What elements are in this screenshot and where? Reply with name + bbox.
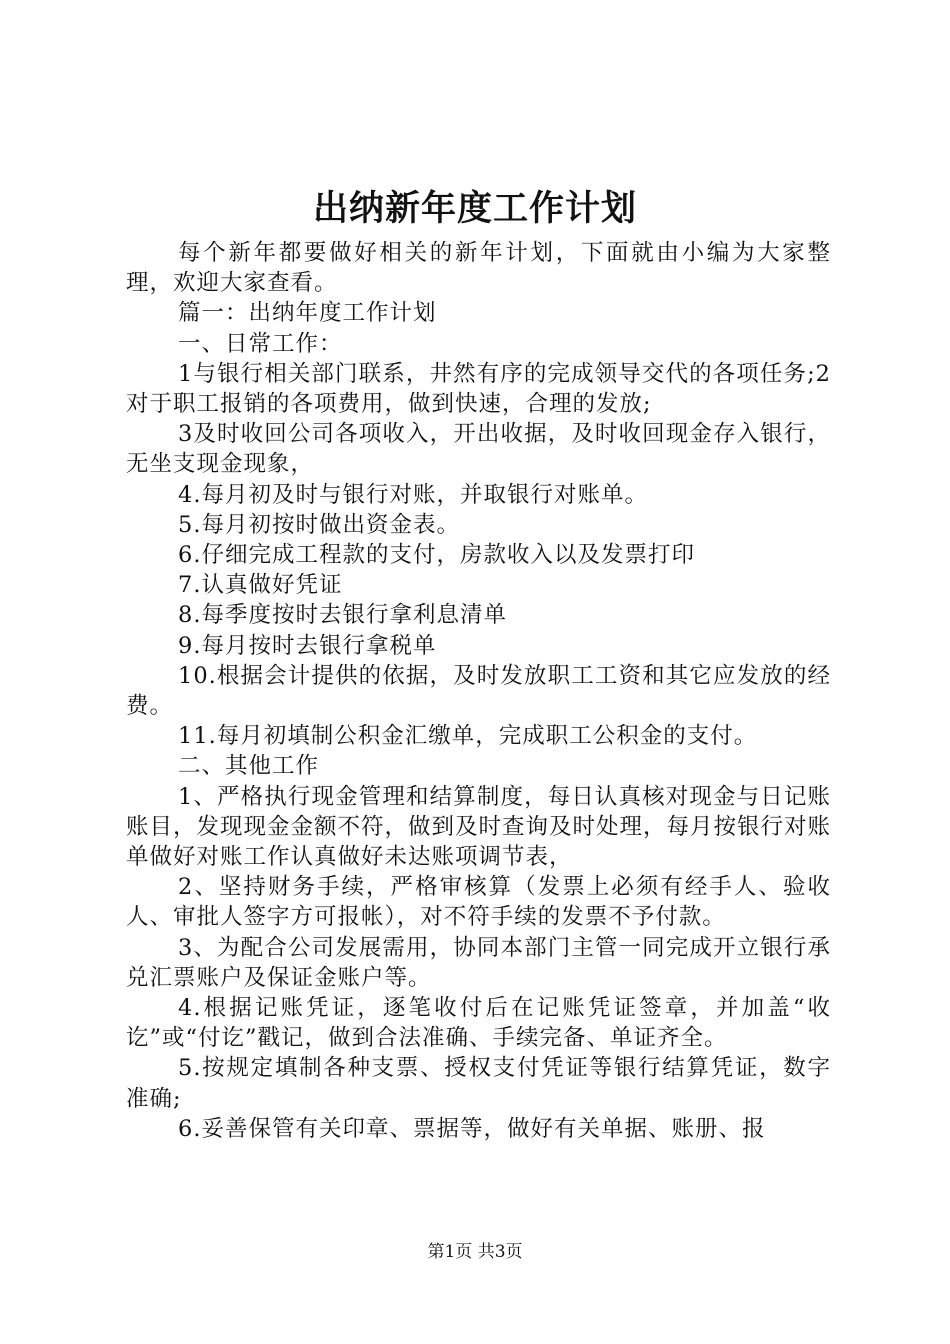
paragraph-item: 2、坚持财务手续，严格审核算（发票上必须有经手人、验收人、审批人签字方可报帐），对不符手续的发票不予付款。 [126,874,831,931]
paragraph-other-work-heading: 二、其他工作 [178,753,320,780]
paragraph-daily-work-heading: 一、日常工作： [178,330,343,357]
paragraph-item: 5.每月初按时做出资金表。 [178,511,460,538]
paragraph-item: 3、为配合公司发展需用，协同本部门主管一同完成开立银行承兑汇票账户及保证金账户等。 [126,934,831,991]
paragraph-item: 10.根据会计提供的依据，及时发放职工工资和其它应发放的经费。 [126,662,831,720]
paragraph-item: 1、严格执行现金管理和结算制度，每日认真核对现金与日记账账目，发现现金金额不符，做到及时查询及时处理，每月按银行对账单做好对账工作认真做好未达账项调节表， [126,783,832,871]
paragraph-item: 11.每月初填制公积金汇缴单，完成职工公积金的支付。 [178,723,758,750]
page-footer: 第1页 共3页 [427,1242,523,1262]
paragraph-intro: 每个新年都要做好相关的新年计划，下面就由小编为大家整理，欢迎大家查看。 [126,240,831,297]
paragraph-item: 5.按规定填制各种支票、授权支付凭证等银行结算凭证，数字准确; [126,1055,831,1112]
paragraph-item: 4.每月初及时与银行对账，并取银行对账单。 [178,481,648,508]
document-body [126,238,831,1144]
document-title: 出纳新年度工作计划 [312,188,637,229]
paragraph-item: 7.认真做好凭证 [178,572,343,599]
paragraph-item: 6.妥善保管有关印章、票据等，做好有关单据、账册、报 [178,1115,766,1142]
paragraph-item: 1与银行相关部门联系，井然有序的完成领导交代的各项任务;2对于职工报销的各项费用，做到快速，合理的发放; [126,360,831,418]
paragraph-section-heading: 篇一：出纳年度工作计划 [178,300,437,327]
paragraph-item: 4.根据记账凭证，逐笔收付后在记账凭证签章，并加盖“收讫”或“付讫”戳记，做到合法准确、手续完备、单证齐全。 [126,995,831,1052]
paragraph-item: 9.每月按时去银行拿税单 [178,632,437,659]
paragraph-item: 6.仔细完成工程款的支付，房款收入以及发票打印 [178,542,695,569]
paragraph-item: 8.每季度按时去银行拿利息清单 [178,602,507,629]
paragraph-item: 3及时收回公司各项收入，开出收据，及时收回现金存入银行，无坐支现金现象， [126,421,831,478]
